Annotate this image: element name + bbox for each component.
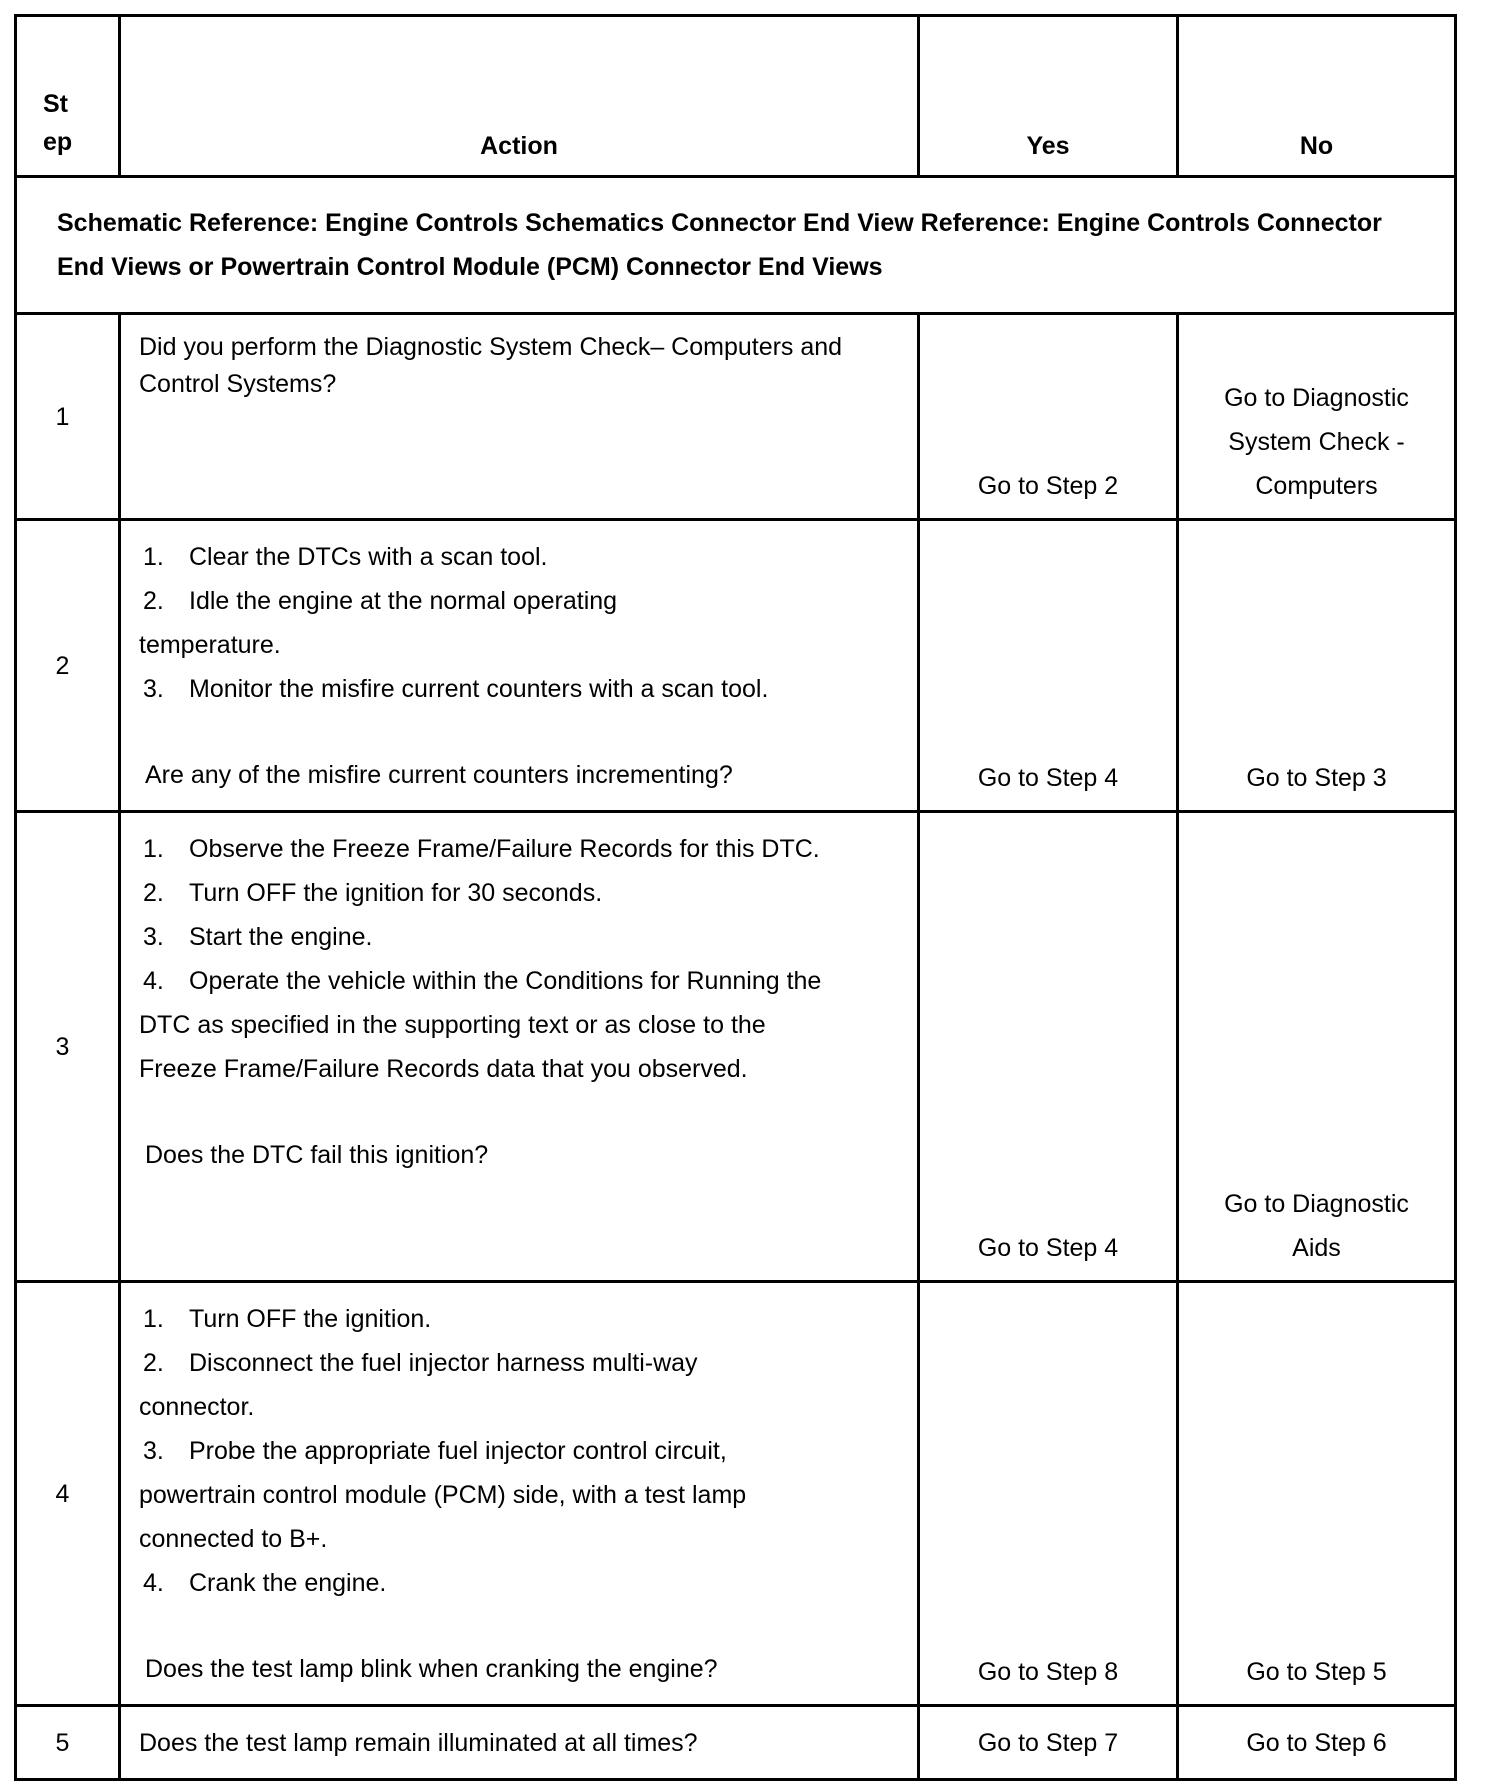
table-row: [16, 520, 1456, 812]
no-cell: [1178, 812, 1456, 1282]
item-number: 1.: [143, 1305, 164, 1333]
step-column-header: St ep: [16, 16, 120, 177]
yes-column-header: Yes: [919, 16, 1178, 177]
list-item: [139, 959, 827, 1091]
table-row: [16, 1706, 1456, 1780]
item-text: Observe the Freeze Frame/Failure Records for this DTC.: [189, 835, 820, 863]
header-row: [16, 16, 1456, 177]
yes-cell: Go to Step 8: [919, 1282, 1178, 1706]
list-item: [139, 915, 827, 959]
no-cell: [1178, 314, 1456, 520]
no-text: Go to Diagnostic Aids: [1224, 1190, 1409, 1262]
reference-row: [16, 177, 1456, 314]
no-cell: Go to Step 5: [1178, 1282, 1456, 1706]
yes-cell: Go to Step 4: [919, 520, 1178, 812]
step-number: 5: [16, 1706, 120, 1780]
question-text: Does the test lamp blink when cranking the engine?: [145, 1655, 718, 1683]
action-column-header: Action: [120, 16, 919, 177]
item-text: Monitor the misfire current counters with a scan tool.: [189, 675, 769, 703]
yes-cell: Go to Step 7: [919, 1706, 1178, 1780]
yes-cell: Go to Step 2: [919, 314, 1178, 520]
list-item: [139, 1297, 807, 1341]
item-number: 1.: [143, 543, 164, 571]
no-cell: Go to Step 3: [1178, 520, 1456, 812]
list-item: [139, 1341, 807, 1429]
item-number: 3.: [143, 1437, 164, 1465]
table-row: [16, 1282, 1456, 1706]
schematic-reference: Schematic Reference: Engine Controls Schematics Connector End View Reference: Engine Controls Connector End Views or Powertrain Control Module (PCM) Connector End Views: [16, 177, 1456, 314]
question-text: Are any of the misfire current counters incrementing?: [145, 761, 733, 789]
diagnostic-table-page: [14, 14, 1454, 1781]
action-cell: [120, 812, 919, 1282]
list-item: [139, 535, 897, 579]
question-text: Does the test lamp remain illuminated at all times?: [139, 1728, 698, 1757]
item-text: Probe the appropriate fuel injector control circuit, powertrain control module (PCM) side, with a test lamp connected to B+.: [139, 1437, 747, 1553]
table-row: [16, 314, 1456, 520]
item-text: Disconnect the fuel injector harness multi-way connector.: [139, 1349, 698, 1421]
item-text: Crank the engine.: [189, 1569, 387, 1597]
no-text: Go to Diagnostic System Check - Computers: [1224, 384, 1409, 500]
list-item: [139, 827, 827, 871]
item-text: Turn OFF the ignition.: [189, 1305, 432, 1333]
item-text: Clear the DTCs with a scan tool.: [189, 543, 548, 571]
item-text: Operate the vehicle within the Conditions for Running the DTC as specified in the supporting text or as close to the Freeze Frame/Failure Records data that you observed.: [139, 967, 822, 1083]
item-number: 2.: [143, 587, 164, 615]
diagnostic-table: [14, 14, 1457, 1781]
list-item: [139, 871, 827, 915]
yes-cell: Go to Step 4: [919, 812, 1178, 1282]
no-column-header: No: [1178, 16, 1456, 177]
item-number: 2.: [143, 879, 164, 907]
item-text: Idle the engine at the normal operating temperature.: [139, 587, 618, 659]
step-number: 3: [16, 812, 120, 1282]
no-cell: Go to Step 6: [1178, 1706, 1456, 1780]
table-row: [16, 812, 1456, 1282]
list-item: [139, 1429, 807, 1561]
question-text: Does the DTC fail this ignition?: [145, 1141, 489, 1169]
item-text: Start the engine.: [189, 923, 373, 951]
item-number: 4.: [143, 1569, 164, 1597]
item-number: 1.: [143, 835, 164, 863]
action-cell: [120, 520, 919, 812]
action-cell: [120, 314, 919, 520]
item-number: 4.: [143, 967, 164, 995]
list-item: [139, 579, 897, 667]
item-number: 2.: [143, 1349, 164, 1377]
step-number: 2: [16, 520, 120, 812]
list-item: [139, 1561, 807, 1605]
action-cell: [120, 1282, 919, 1706]
list-item: [139, 667, 897, 711]
item-text: Turn OFF the ignition for 30 seconds.: [189, 879, 603, 907]
item-number: 3.: [143, 675, 164, 703]
action-cell: [120, 1706, 919, 1780]
question-text: Did you perform the Diagnostic System Check– Computers and Control Systems?: [139, 333, 843, 398]
step-number: 4: [16, 1282, 120, 1706]
step-number: 1: [16, 314, 120, 520]
item-number: 3.: [143, 923, 164, 951]
